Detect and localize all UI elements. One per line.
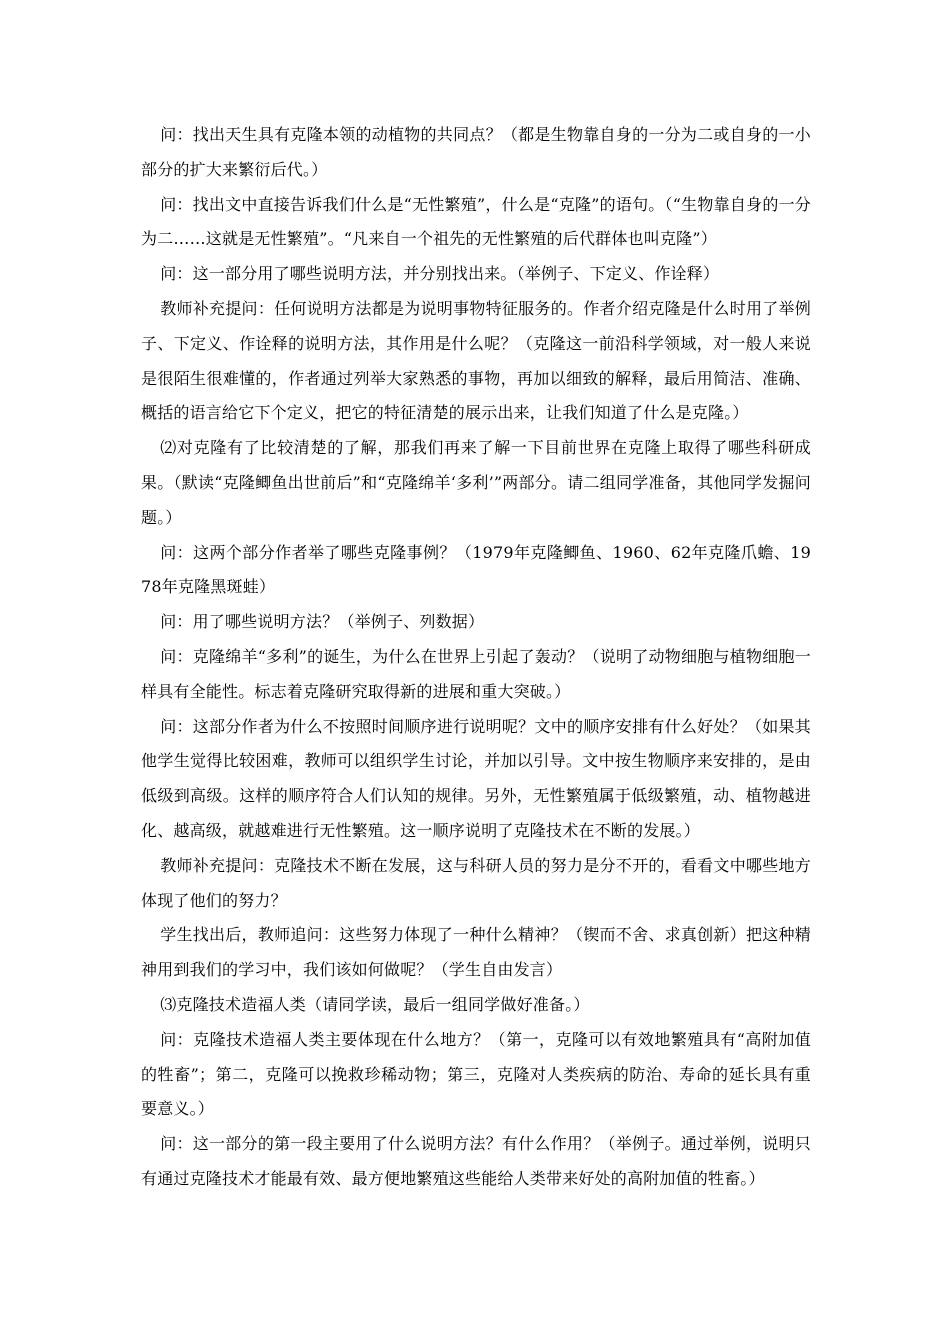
paragraph-8: 问：克隆绵羊“多利”的诞生，为什么在世界上引起了轰动？（说明了动物细胞与植物细胞一样具有全能性。标志着克隆研究取得新的进展和重大突破。） [141, 646, 811, 701]
paragraph-9: 问：这部分作者为什么不按照时间顺序进行说明呢？文中的顺序安排有什么好处？（如果其他学生觉得比较困难，教师可以组织学生讨论，并加以引导。文中按生物顺序来安排的，是由低级到高级。这样的顺序符合人们认知的规律。另外，无性繁殖属于低级繁殖，动、植物越进化、越高级，就越难进行无性繁殖。这一顺序说明了克隆技术在不断的发展。） [141, 716, 811, 840]
paragraph-3: 问：这一部分用了哪些说明方法，并分别找出来。（举例子、下定义、作诠释） [160, 264, 720, 284]
document-body [141, 118, 811, 1197]
paragraph-11: 学生找出后，教师追问：这些努力体现了一种什么精神？（锲而不舍、求真创新）把这种精神用到我们的学习中，我们该如何做呢？（学生自由发言） [141, 925, 811, 980]
paragraph-2: 问：找出文中直接告诉我们什么是“无性繁殖”，什么是“克隆”的语句。（“生物靠自身的一分为二……这就是无性繁殖”。“凡来自一个祖先的无性繁殖的后代群体也叫克隆”） [141, 194, 811, 249]
paragraph-1: 问：找出天生具有克隆本领的动植物的共同点？（都是生物靠自身的一分为二或自身的一小部分的扩大来繁衍后代。） [141, 125, 811, 179]
paragraph-6: 问：这两个部分作者举了哪些克隆事例？（1979年克隆鲫鱼、1960、62年克隆爪蟾、1978年克隆黑斑蛙） [141, 542, 811, 597]
paragraph-13: 问：克隆技术造福人类主要体现在什么地方？（第一，克隆可以有效地繁殖具有“高附加值的牲畜”；第二，克隆可以挽救珍稀动物；第三，克隆对人类疾病的防治、寿命的延长具有重要意义。） [141, 1029, 811, 1119]
paragraph-12: ⑶克隆技术造福人类（请同学读，最后一组同学做好准备。） [160, 994, 590, 1014]
paragraph-4: 教师补充提问：任何说明方法都是为说明事物特征服务的。作者介绍克隆是什么时用了举例子、下定义、作诠释的说明方法，其作用是什么呢？（克隆这一前沿科学领域，对一般人来说是很陌生很难懂的，作者通过列举大家熟悉的事物，再加以细致的解释，最后用简洁、准确、概括的语言给它下个定义，把它的特征清楚的展示出来，让我们知道了什么是克隆。） [141, 298, 811, 423]
paragraph-7: 问：用了哪些说明方法？（举例子、列数据） [160, 612, 485, 632]
paragraph-14: 问：这一部分的第一段主要用了什么说明方法？有什么作用？（举例子。通过举例，说明只有通过克隆技术才能最有效、最方便地繁殖这些能给人类带来好处的高附加值的牲畜。） [141, 1134, 811, 1188]
paragraph-5: ⑵对克隆有了比较清楚的了解，那我们再来了解一下目前世界在克隆上取得了哪些科研成果。（默读“克隆鲫鱼出世前后”和“克隆绵羊‘多利’”两部分。请二组同学准备，其他同学发掘问题。） [141, 438, 811, 527]
paragraph-10: 教师补充提问：克隆技术不断在发展，这与科研人员的努力是分不开的，看看文中哪些地方体现了他们的努力？ [141, 855, 811, 910]
